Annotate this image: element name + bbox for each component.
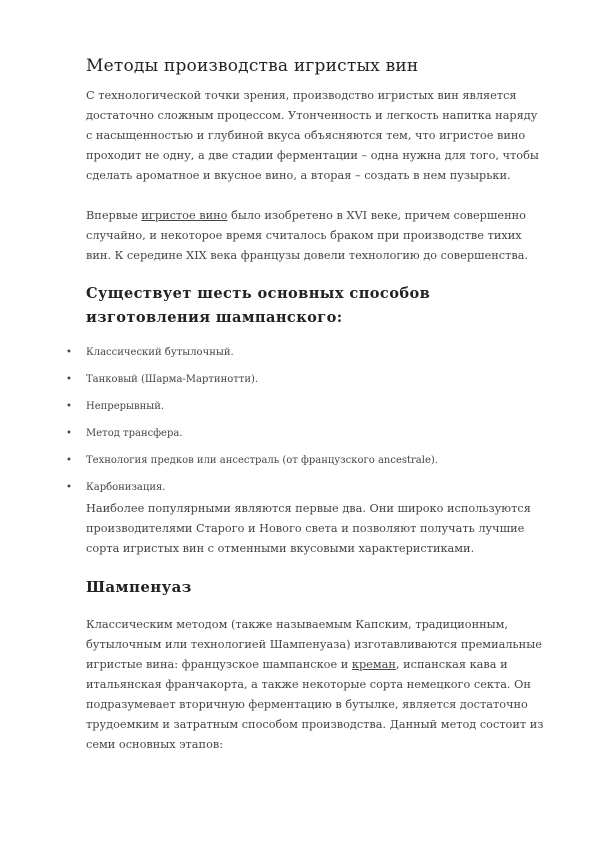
list-item-label: Метод трансфера. <box>86 428 183 439</box>
champenoise-text-start: Классическим методом (также называемым Капским, традиционным, бутылочным или технологией Шампенуаза) изготавливаются премиальные игристые вина: французское шампанское и <box>86 618 542 671</box>
list-item <box>66 345 546 372</box>
document-page <box>66 56 546 755</box>
list-item-label: Технология предков или ансестраль (от французского ancestrale). <box>86 455 438 466</box>
sparkling-wine-link[interactable]: игристое вино <box>141 209 228 222</box>
list-item <box>66 453 546 480</box>
page-title: Методы производства игристых вин <box>86 56 419 76</box>
list-item <box>66 399 546 426</box>
history-paragraph <box>86 206 546 266</box>
history-text-end: было изобретено в XVI веке, причем совершенно случайно, и некоторое время считалось браком при производстве тихих вин. К середине XIX века французы довели технологию до совершенства. <box>86 209 529 262</box>
list-item-label: Непрерывный. <box>86 401 165 412</box>
champenoise-text-end: , испанская кава и итальянская франчакорта, а также некоторые сорта немецкого секта. Он подразумевает вторичную ферментацию в бутылке, является достаточно трудоемким и затратным способом производства. Данный метод состоит из семи основных этапов: <box>86 658 544 751</box>
list-item-label: Классический бутылочный. <box>86 347 234 358</box>
popular-paragraph: Наиболее популярными являются первые два. Они широко используются производителями Старого и Нового света и позволяют получать лучшие сорта игристых вин с отменными вкусовыми характеристиками. <box>86 502 531 555</box>
bullet-icon: • <box>66 482 72 493</box>
list-item-label: Танковый (Шарма-Мартинотти). <box>86 374 259 385</box>
bullet-icon: • <box>66 455 72 466</box>
list-item <box>66 372 546 399</box>
bullet-icon: • <box>66 347 72 358</box>
intro-paragraph: С технологической точки зрения, производство игристых вин является достаточно сложным процессом. Утонченность и легкость напитка наряду с насыщенностью и глубиной вкуса объясняются тем, что игристое вино проходит не одну, а две стадии ферментации – одна нужна для того, чтобы сделать ароматное и вкусное вино, а вторая – создать в нем пузырьки. <box>86 89 539 182</box>
bullet-icon: • <box>66 401 72 412</box>
cremant-link[interactable]: креман <box>351 658 396 671</box>
methods-list <box>66 345 546 507</box>
list-item <box>66 426 546 453</box>
list-item-label: Карбонизация. <box>86 482 166 493</box>
history-text-start: Впервые <box>86 209 142 222</box>
list-item <box>66 480 546 507</box>
champenoise-paragraph <box>86 615 546 755</box>
bullet-icon: • <box>66 428 72 439</box>
champenoise-heading: Шампенуаз <box>86 578 192 596</box>
bullet-icon: • <box>66 374 72 385</box>
methods-heading: Существует шесть основных способов изготовления шампанского: <box>86 285 431 326</box>
